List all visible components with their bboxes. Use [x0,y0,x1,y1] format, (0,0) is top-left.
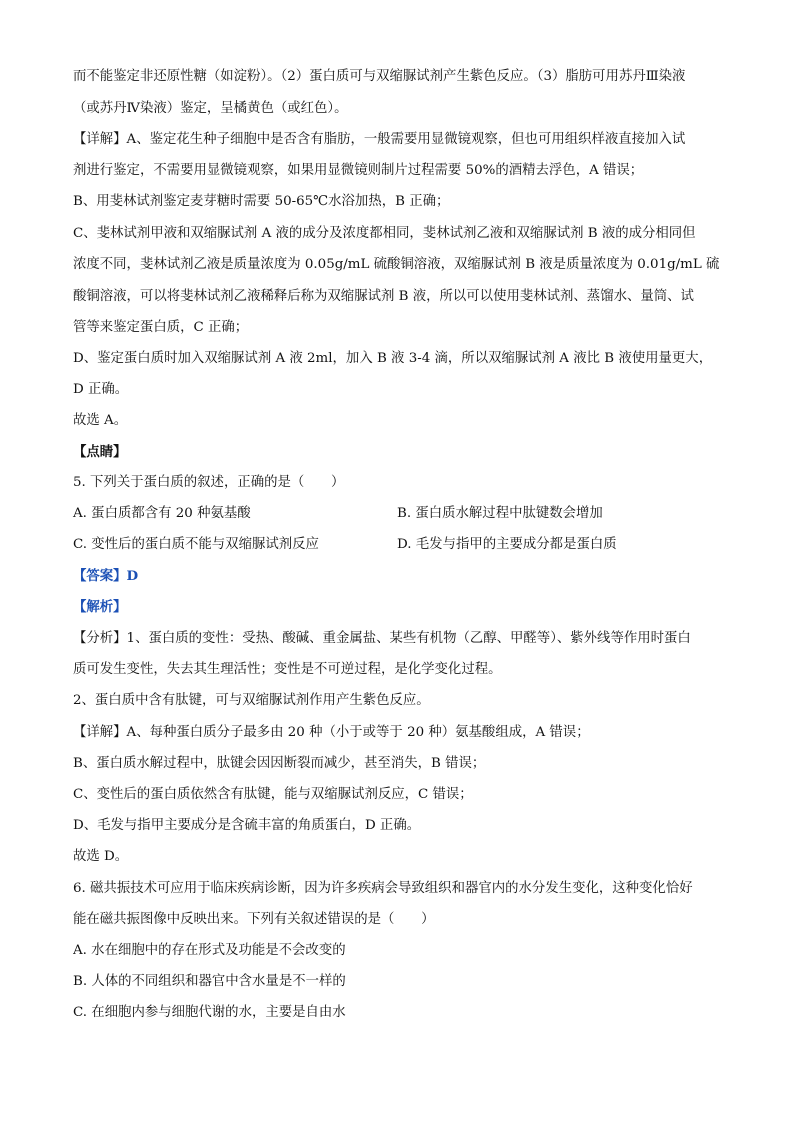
text-line: （或苏丹Ⅳ染液）鉴定，呈橘黄色（或红色）。 [73,101,348,116]
text-line: D、鉴定蛋白质时加入双缩脲试剂 A 液 2ml，加入 B 液 3-4 滴，所以双缩脲试剂 A 液比 B 液使用量更大， [73,351,713,366]
text-line: D 正确。 [73,382,129,397]
text-line: 酸铜溶液，可以将斐林试剂乙液稀释后称为双缩脲试剂 B 液，所以可以使用斐林试剂、蒸馏水、量筒、试 [73,289,694,304]
text-line: 故选 A。 [73,413,128,428]
text-line: 而不能鉴定非还原性糖（如淀粉）。（2）蛋白质可与双缩脲试剂产生紫色反应。（3）脂肪可用苏丹Ⅲ染液 [73,69,686,84]
text-line: 2、蛋白质中含有肽键，可与双缩脲试剂作用产生紫色反应。 [73,693,430,708]
text-line: 故选 D。 [73,849,129,864]
analysis-heading: 【解析】 [73,599,127,615]
q5-option-c: C. 变性后的蛋白质不能与双缩脲试剂反应 [73,537,319,552]
q5-option-a: A. 蛋白质都含有 20 种氨基酸 [73,506,251,521]
q5-option-b: B. 蛋白质水解过程中肽键数会增加 [397,506,603,521]
text-line: B、用斐林试剂鉴定麦芽糖时需要 50-65℃水浴加热，B 正确； [73,194,450,209]
q5-option-d: D. 毛发与指甲的主要成分都是蛋白质 [397,537,617,552]
comment-heading: 【点睛】 [73,444,127,460]
q6-option-b: B. 人体的不同组织和器官中含水量是不一样的 [73,974,346,989]
text-line: 管等来鉴定蛋白质，C 正确； [73,320,249,335]
question-6-stem: 6. 磁共振技术可应用于临床疾病诊断，因为许多疾病会导致组织和器官内的水分发生变化，这种变化恰好 [73,881,693,896]
text-line: 浓度不同，斐林试剂乙液是质量浓度为 0.05g/mL 硫酸铜溶液，双缩脲试剂 B 液是质量浓度为 0.01g/mL 硫 [73,257,720,272]
q6-option-a: A. 水在细胞中的存在形式及功能是不会改变的 [73,943,346,958]
text-line: D、毛发与指甲主要成分是含硫丰富的角质蛋白，D 正确。 [73,818,421,833]
text-line: C、变性后的蛋白质依然含有肽键，能与双缩脲试剂反应，C 错误； [73,787,473,802]
text-line: 质可发生变性，失去其生理活性；变性是不可逆过程，是化学变化过程。 [73,662,502,677]
detail-line: 【详解】A、每种蛋白质分子最多由 20 种（小于或等于 20 种）氨基酸组成，A 错误； [73,725,590,740]
question-5-stem: 5. 下列关于蛋白质的叙述，正确的是（ ） [73,475,345,490]
answer-line: 【答案】D [73,568,139,584]
text-line: C、斐林试剂甲液和双缩脲试剂 A 液的成分及浓度都相同，斐林试剂乙液和双缩脲试剂 B 液的成分相同但 [73,226,696,241]
text-line: 能在磁共振图像中反映出来。下列有关叙述错误的是（ ） [73,912,435,927]
q6-option-c: C. 在细胞内参与细胞代谢的水，主要是自由水 [73,1005,346,1020]
analysis-line: 【分析】1、蛋白质的变性：受热、酸碱、重金属盐、某些有机物（乙醇、甲醛等）、紫外线等作用时蛋白 [73,631,691,646]
text-line: B、蛋白质水解过程中，肽键会因因断裂而减少，甚至消失，B 错误； [73,756,486,771]
text-line: 剂进行鉴定，不需要用显微镜观察，如果用显微镜则制片过程需要 50%的酒精去浮色，A 错误； [73,163,644,178]
detail-line: 【详解】A、鉴定花生种子细胞中是否含有脂肪，一般需要用显微镜观察，但也可用组织样液直接加入试 [73,132,686,147]
